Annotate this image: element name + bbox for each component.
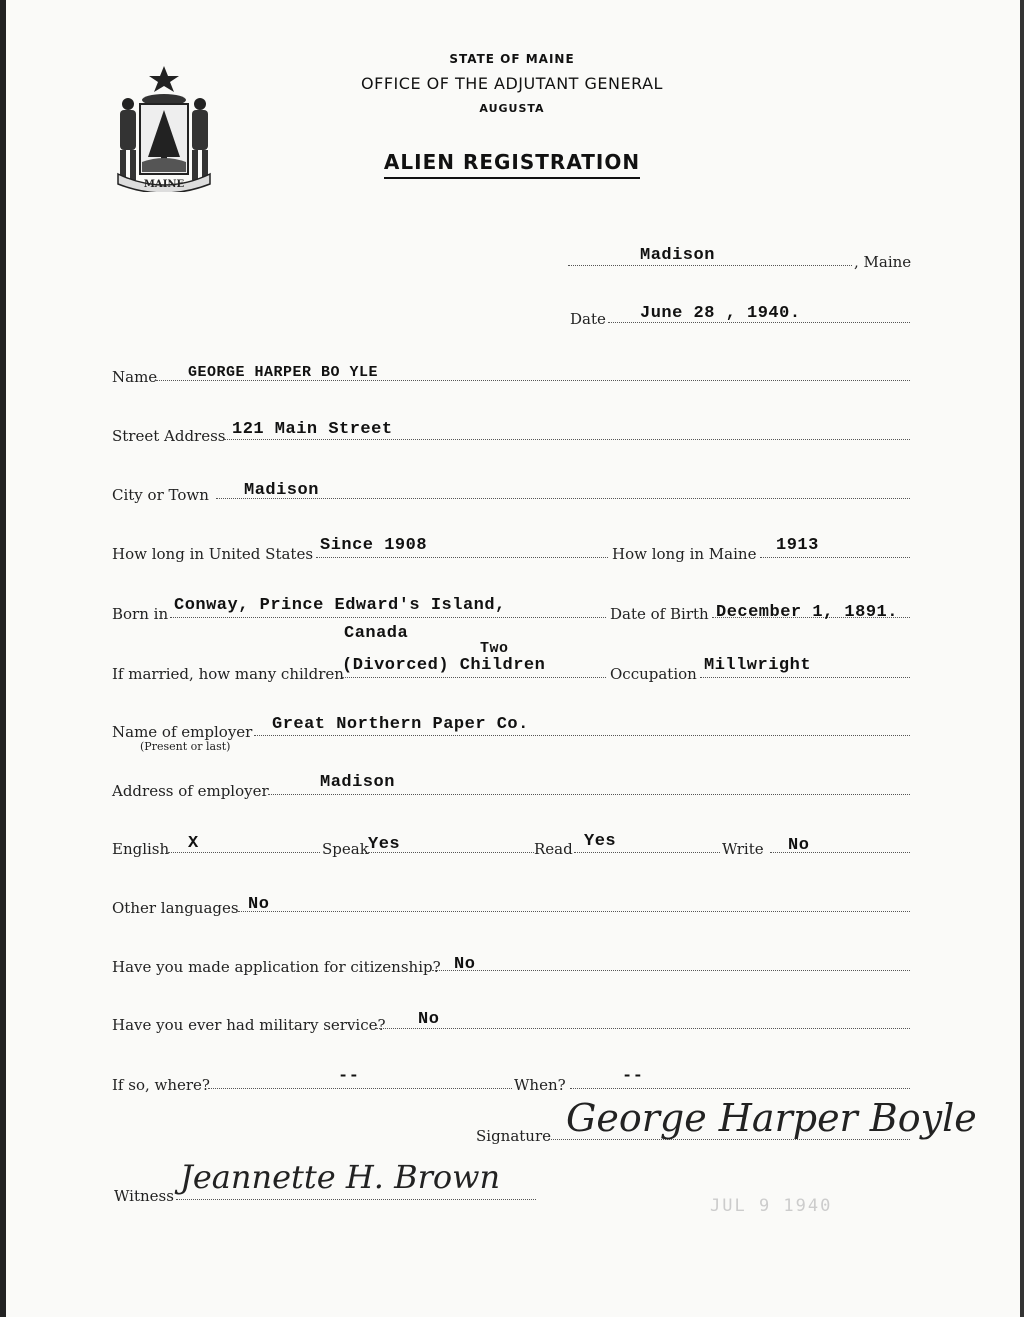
employer-address-label: Address of employer: [112, 782, 269, 800]
where-value: --: [338, 1067, 360, 1086]
date-value: June 28 , 1940.: [640, 304, 801, 323]
military-label: Have you ever had military service?: [112, 1016, 386, 1034]
when-label: When?: [514, 1076, 566, 1094]
occupation-label: Occupation: [610, 665, 697, 683]
header-city: AUGUSTA: [479, 102, 545, 115]
employer-address-value: Madison: [320, 773, 395, 792]
english-value: X: [188, 834, 199, 853]
how-long-us-label: How long in United States: [112, 545, 314, 563]
citizenship-label: Have you made application for citizenship?: [112, 958, 441, 976]
name-label: Name: [112, 368, 158, 386]
scan-edge-right: [1020, 0, 1024, 1317]
write-label: Write: [722, 840, 764, 858]
witness-signature: Jeannette H. Brown: [180, 1158, 501, 1196]
date-of-birth-label: Date of Birth: [610, 605, 709, 623]
svg-text:MAINE: MAINE: [143, 179, 185, 190]
children-count-value: Two: [480, 640, 509, 657]
header-state: STATE OF MAINE: [449, 52, 575, 66]
received-stamp: JUL 9 1940: [710, 1196, 833, 1216]
english-label: English: [112, 840, 170, 858]
how-long-maine-label: How long in Maine: [612, 545, 757, 563]
other-languages-label: Other languages: [112, 899, 239, 917]
citizenship-value: No: [454, 955, 476, 974]
name-value: GEORGE HARPER BO YLE: [188, 364, 379, 381]
read-label: Read: [534, 840, 573, 858]
street-label: Street Address: [112, 427, 226, 445]
born-in-label: Born in: [112, 605, 169, 623]
employer-value: Great Northern Paper Co.: [272, 715, 529, 734]
married-label: If married, how many children: [112, 665, 344, 683]
city-label: City or Town: [112, 486, 209, 504]
witness-label: Witness: [114, 1187, 174, 1205]
military-value: No: [418, 1010, 440, 1029]
signature-value: George Harper Boyle: [566, 1096, 977, 1140]
header-office: OFFICE OF THE ADJUTANT GENERAL: [361, 74, 663, 93]
place-value: Madison: [640, 246, 715, 265]
date-label: Date: [570, 310, 606, 328]
other-languages-value: No: [248, 895, 270, 914]
when-value: --: [622, 1067, 644, 1086]
signature-label: Signature: [476, 1127, 552, 1145]
born-in-value: Conway, Prince Edward's Island,: [174, 596, 506, 615]
where-label: If so, where?: [112, 1076, 210, 1094]
street-value: 121 Main Street: [232, 420, 393, 439]
form-title: ALIEN REGISTRATION: [0, 150, 1024, 179]
employer-note: (Present or last): [140, 740, 231, 753]
city-value: Madison: [244, 481, 319, 500]
scan-edge-left: [0, 0, 6, 1317]
how-long-maine-value: 1913: [776, 536, 819, 555]
occupation-value: Millwright: [704, 656, 812, 675]
children-value: (Divorced) Children: [342, 656, 546, 675]
speak-value: Yes: [368, 835, 401, 854]
write-value: No: [788, 836, 810, 855]
date-of-birth-value: December 1, 1891.: [716, 603, 898, 622]
employer-label: Name of employer: [112, 723, 253, 741]
how-long-us-value: Since 1908: [320, 536, 428, 555]
read-value: Yes: [584, 832, 617, 851]
place-suffix: , Maine: [854, 253, 912, 271]
born-in-value-line2: Canada: [344, 624, 409, 643]
speak-label: Speak: [322, 840, 369, 858]
